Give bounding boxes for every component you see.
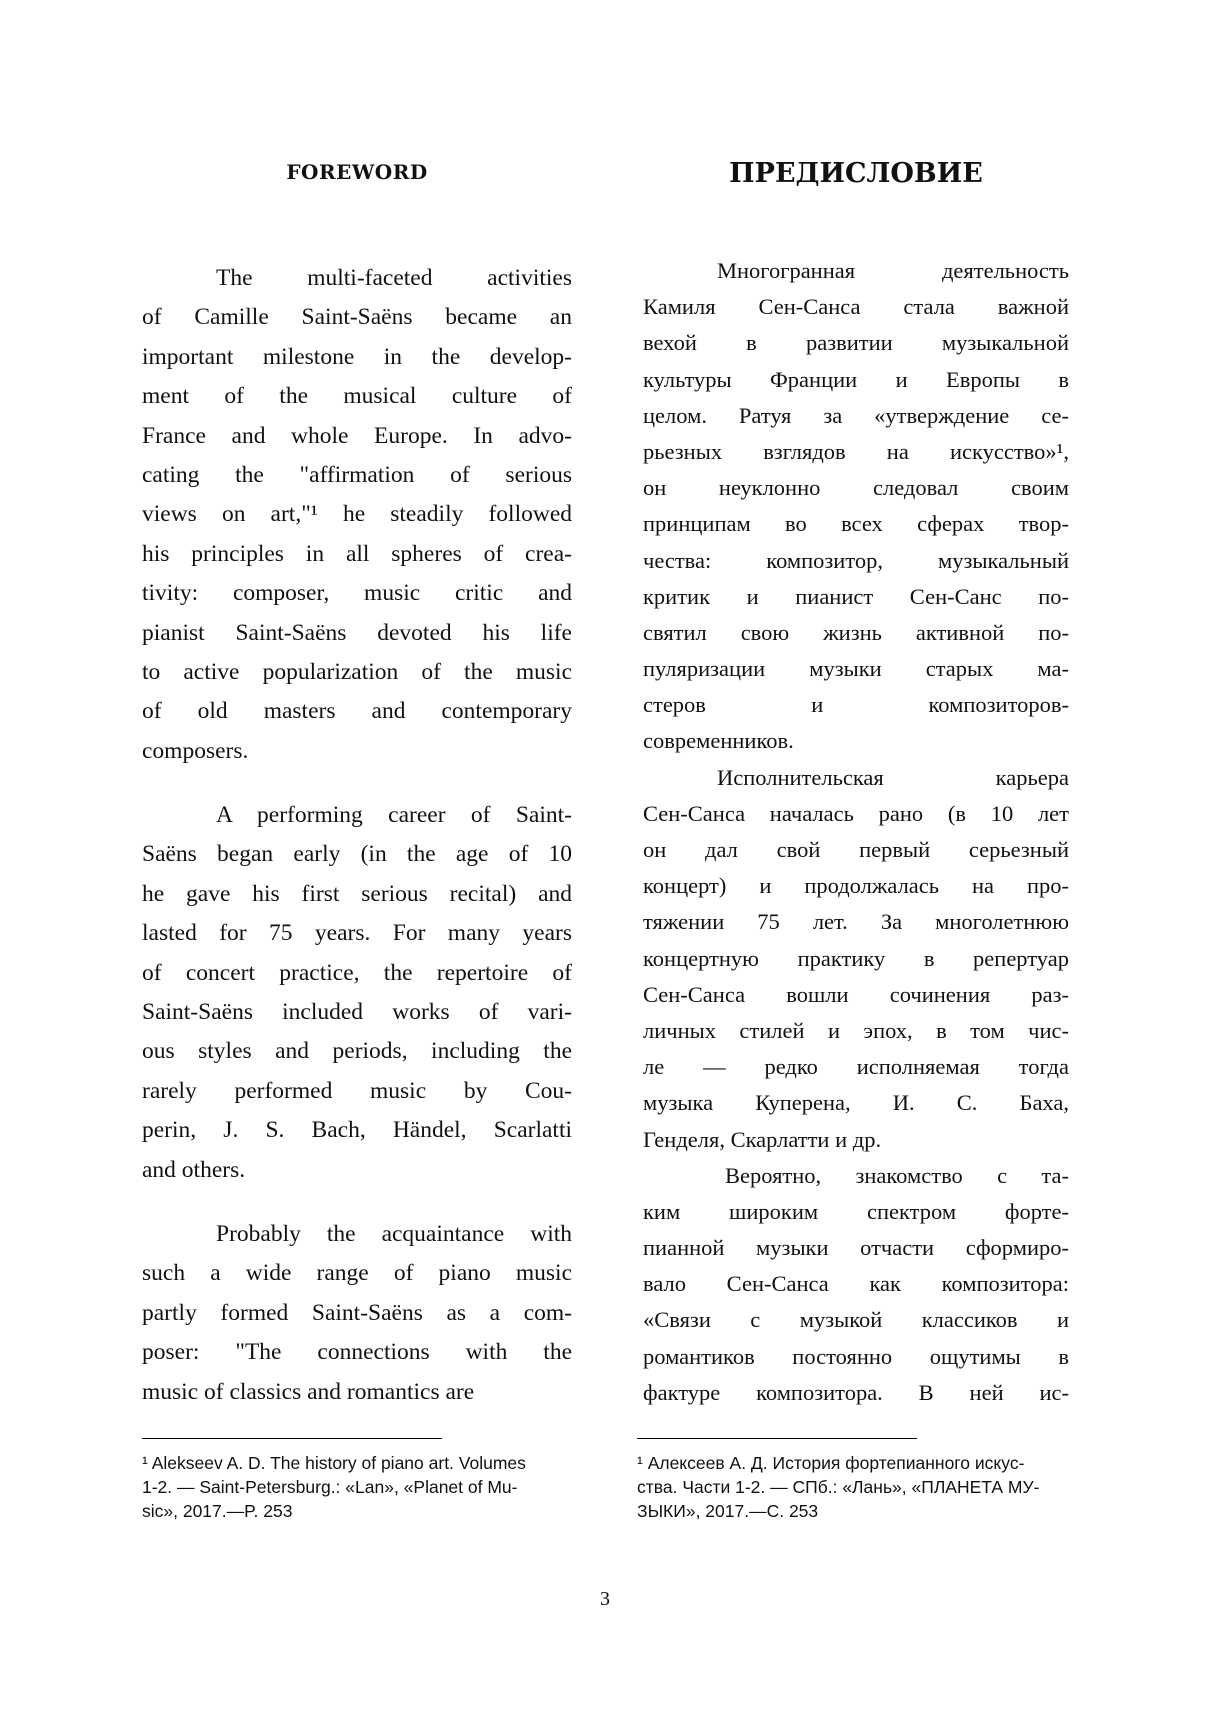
text-line: composers. bbox=[142, 737, 249, 764]
text-line: фактуре композитора. В ней ис- bbox=[643, 1379, 1069, 1405]
text-line: Многогранная деятельность bbox=[717, 258, 1069, 283]
page-number: 3 bbox=[600, 1588, 610, 1610]
footnote-divider-en bbox=[142, 1438, 442, 1439]
text-line: пианной музыки отчасти сформиро- bbox=[643, 1235, 1069, 1261]
paragraph bbox=[142, 259, 572, 771]
text-line: культуры Франции и Европы в bbox=[643, 366, 1069, 392]
text-line: perin, J. S. Bach, Händel, Scarlatti bbox=[142, 1117, 572, 1144]
footnote-divider-ru bbox=[637, 1438, 917, 1439]
text-line: The multi-faceted activities bbox=[216, 265, 572, 291]
text-line: ле — редко исполняемая тогда bbox=[643, 1054, 1069, 1080]
text-line: music of classics and romantics are bbox=[142, 1378, 475, 1405]
text-line: lasted for 75 years. For many years bbox=[142, 920, 572, 947]
text-line: important milestone in the develop- bbox=[142, 343, 572, 370]
text-line: концерт) и продолжалась на про- bbox=[643, 873, 1069, 899]
text-line: Сен-Санса вошли сочинения раз- bbox=[643, 981, 1069, 1007]
text-line: Генделя, Скарлатти и др. bbox=[643, 1126, 882, 1152]
text-line: pianist Saint-Saëns devoted his life bbox=[142, 619, 572, 646]
text-line: tivity: composer, music critic and bbox=[142, 580, 572, 607]
text-line: of concert practice, the repertoire of bbox=[142, 959, 572, 986]
text-line: «Связи с музыкой классиков и bbox=[643, 1307, 1069, 1333]
text-line: cating the "affirmation of serious bbox=[142, 461, 572, 488]
text-line: he gave his first serious recital) and bbox=[142, 880, 572, 907]
text-line: пуляризации музыки старых ма- bbox=[643, 656, 1069, 682]
text-line: принципам во всех сферах твор- bbox=[643, 511, 1069, 537]
heading-predislovie: ПРЕДИСЛОВИЕ bbox=[729, 158, 983, 189]
text-line: Исполнительская карьера bbox=[717, 764, 1069, 790]
footnote-line: sic», 2017.—P. 253 bbox=[142, 1501, 293, 1521]
text-line: он неуклонно следовал своим bbox=[643, 475, 1069, 501]
footnote-line: ¹ Alekseev A. D. The history of piano art. Volumes bbox=[142, 1453, 526, 1473]
text-line: святил свою жизнь активной по- bbox=[643, 619, 1069, 645]
paragraph bbox=[643, 760, 1069, 1158]
text-line: он дал свой первый серьезный bbox=[643, 837, 1069, 862]
text-line: such a wide range of piano music bbox=[142, 1260, 572, 1287]
text-line: вехой в развитии музыкальной bbox=[643, 330, 1069, 356]
text-line: France and whole Europe. In advo- bbox=[142, 422, 572, 449]
english-column bbox=[142, 259, 572, 1412]
text-line: критик и пианист Сен-Санс по- bbox=[643, 583, 1069, 609]
footnote-line: 1-2. — Saint-Petersburg.: «Lan», «Planet of Mu- bbox=[142, 1477, 518, 1497]
footnote-line: ства. Части 1-2. — СПб.: «Лань», «ПЛАНЕТА МУ- bbox=[637, 1477, 1040, 1497]
footnote-line: ЗЫКИ», 2017.—С. 253 bbox=[637, 1501, 819, 1521]
text-line: partly formed Saint-Saëns as a com- bbox=[142, 1299, 572, 1326]
text-line: ким широким спектром форте- bbox=[643, 1198, 1069, 1224]
text-line: of Camille Saint-Saëns became an bbox=[142, 304, 572, 331]
text-line: Сен-Санса началась рано (в 10 лет bbox=[643, 800, 1069, 826]
text-line: стеров и композиторов- bbox=[643, 692, 1069, 718]
text-line: личных стилей и эпох, в том чис- bbox=[643, 1017, 1069, 1043]
text-line: Saëns began early (in the age of 10 bbox=[142, 841, 572, 868]
russian-column bbox=[643, 253, 1069, 1411]
footnote-line: ¹ Алексеев А. Д. История фортепианного искус- bbox=[637, 1453, 1025, 1473]
text-line: вало Сен-Санса как композитора: bbox=[643, 1271, 1069, 1297]
text-line: views on art,"¹ he steadily followed bbox=[142, 501, 572, 528]
text-line: to active popularization of the music bbox=[142, 658, 572, 685]
text-line: Saint-Saëns included works of vari- bbox=[142, 999, 572, 1026]
paragraph bbox=[142, 1215, 572, 1412]
text-line: his principles in all spheres of crea- bbox=[142, 540, 572, 567]
text-line: тяжении 75 лет. За многолетнюю bbox=[643, 909, 1069, 935]
text-line: ous styles and periods, including the bbox=[142, 1038, 572, 1065]
paragraph bbox=[643, 253, 1069, 760]
text-line: Вероятно, знакомство с та- bbox=[725, 1162, 1069, 1188]
text-line: Камиля Сен-Санса стала важной bbox=[643, 294, 1069, 320]
paragraph bbox=[142, 796, 572, 1190]
text-line: rarely performed music by Cou- bbox=[142, 1077, 572, 1104]
heading-foreword: FOREWORD bbox=[286, 160, 428, 184]
text-line: Probably the acquaintance with bbox=[216, 1220, 572, 1247]
text-line: концертную практику в репертуар bbox=[643, 945, 1069, 971]
text-line: романтиков постоянно ощутимы в bbox=[643, 1343, 1069, 1369]
paragraph bbox=[643, 1158, 1069, 1411]
text-line: целом. Ратуя за «утверждение се- bbox=[643, 402, 1069, 428]
text-line: of old masters and contemporary bbox=[142, 698, 572, 725]
text-line: современников. bbox=[643, 728, 794, 754]
text-line: чества: композитор, музыкальный bbox=[643, 547, 1069, 573]
text-line: and others. bbox=[142, 1156, 246, 1183]
text-line: рьезных взглядов на искусство»¹, bbox=[643, 438, 1069, 464]
text-line: A performing career of Saint- bbox=[216, 802, 572, 829]
footnote-ru bbox=[637, 1451, 1077, 1523]
text-line: poser: "The connections with the bbox=[142, 1339, 572, 1366]
footnote-en bbox=[142, 1451, 572, 1523]
text-line: ment of the musical culture of bbox=[142, 383, 572, 410]
text-line: музыка Куперена, И. С. Баха, bbox=[643, 1090, 1069, 1116]
